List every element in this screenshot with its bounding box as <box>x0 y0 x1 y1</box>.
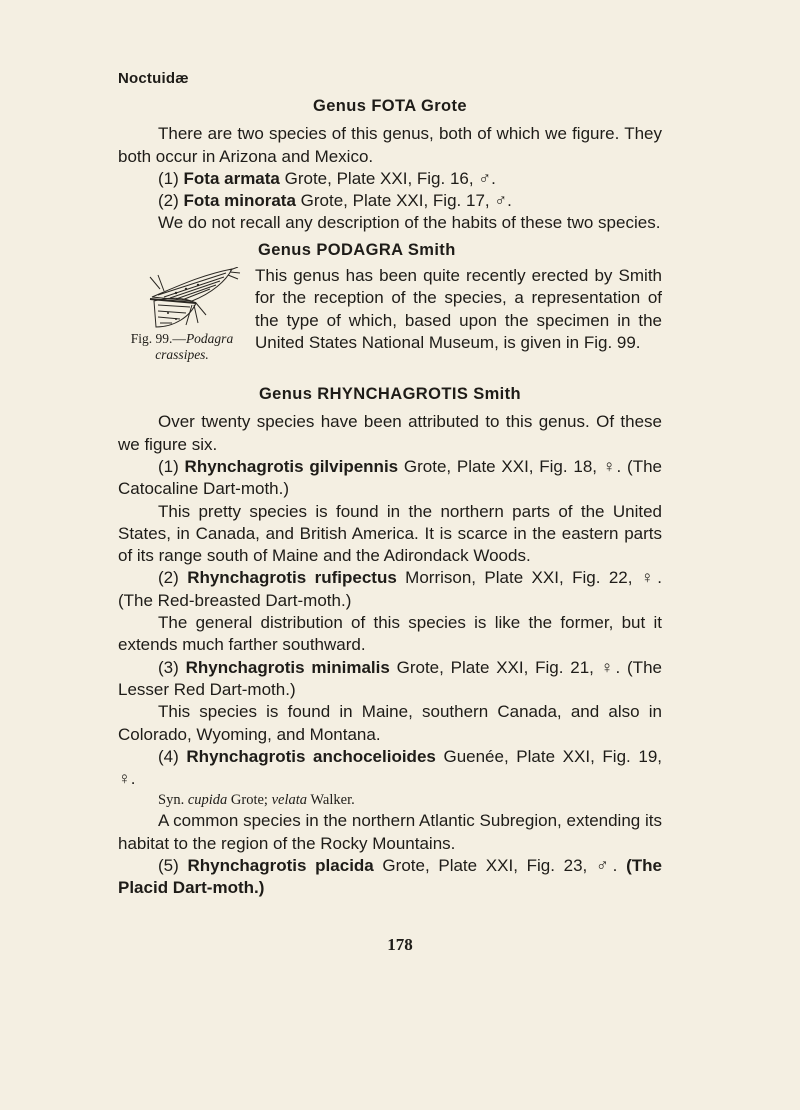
rhynchagrotis-species-4: (4) Rhynchagrotis anchocelioides Guenée, Plate XXI, Fig. 19, ♀. <box>118 746 662 789</box>
fota-intro: There are two species of this genus, both of which we figure. They both occur in Arizona and Mexico. <box>118 124 662 166</box>
rhynchagrotis-intro: Over twenty species have been attributed to this genus. Of these we figure six. <box>118 412 662 454</box>
rhynchagrotis-species-5: (5) Rhynchagrotis placida Grote, Plate XXI, Fig. 23, ♂. (The Placid Dart-moth.) <box>118 856 662 898</box>
moth-illustration-icon <box>146 267 242 331</box>
genus-podagra-heading: Genus PODAGRA Smith <box>258 240 456 259</box>
rhynchagrotis-species-3-text: This species is found in Maine, southern Canada, and also in Colorado, Wyoming, and Montana. <box>118 702 662 744</box>
fota-closing: We do not recall any description of the habits of these two species. <box>158 213 661 233</box>
rhynchagrotis-species-2-text: The general distribution of this species is like the former, but it extends much farther southward. <box>118 613 662 655</box>
rhynchagrotis-species-1-text: This pretty species is found in the northern parts of the United States, in Canada, and British America. It is scarce in the eastern parts of its range south of Maine and the Adirondack Woods. <box>118 501 662 566</box>
figure-99 <box>118 265 246 377</box>
podagra-text: This genus has been quite recently erected by Smith for the reception of the species, a representation of the type of which, based upon the specimen in the United States National Museum, is given in Fig. 99. <box>255 266 662 352</box>
rhynchagrotis-species-2: (2) Rhynchagrotis rufipectus Morrison, Plate XXI, Fig. 22, ♀. (The Red-breasted Dart-moth.) <box>118 568 662 610</box>
genus-fota-heading: Genus FOTA Grote <box>313 97 467 115</box>
rhynchagrotis-species-3: (3) Rhynchagrotis minimalis Grote, Plate XXI, Fig. 21, ♀. (The Lesser Red Dart-moth.) <box>118 657 662 699</box>
podagra-figure-row <box>118 265 662 377</box>
page-number: 178 <box>387 935 413 954</box>
fota-species-1: (1) Fota armata Grote, Plate XXI, Fig. 16, ♂. <box>158 168 496 188</box>
main-text <box>118 95 662 900</box>
rhynchagrotis-species-4-text: A common species in the northern Atlantic Subregion, extending its habitat to the region of the Rocky Mountains. <box>118 811 662 853</box>
genus-rhynchagrotis-heading: Genus RHYNCHAGROTIS Smith <box>258 385 522 404</box>
running-head: Noctuidæ <box>118 70 189 87</box>
rhynchagrotis-species-4-synonyms: Syn. cupida Grote; velata Walker. <box>158 792 355 809</box>
figure-99-caption: Fig. 99.—Podagra crassipes. <box>130 331 234 363</box>
fota-species-2: (2) Fota minorata Grote, Plate XXI, Fig. 17, ♂. <box>158 191 512 211</box>
rhynchagrotis-species-1: (1) Rhynchagrotis gilvipennis Grote, Plate XXI, Fig. 18, ♀. (The Catocaline Dart-moth.) <box>118 456 662 499</box>
